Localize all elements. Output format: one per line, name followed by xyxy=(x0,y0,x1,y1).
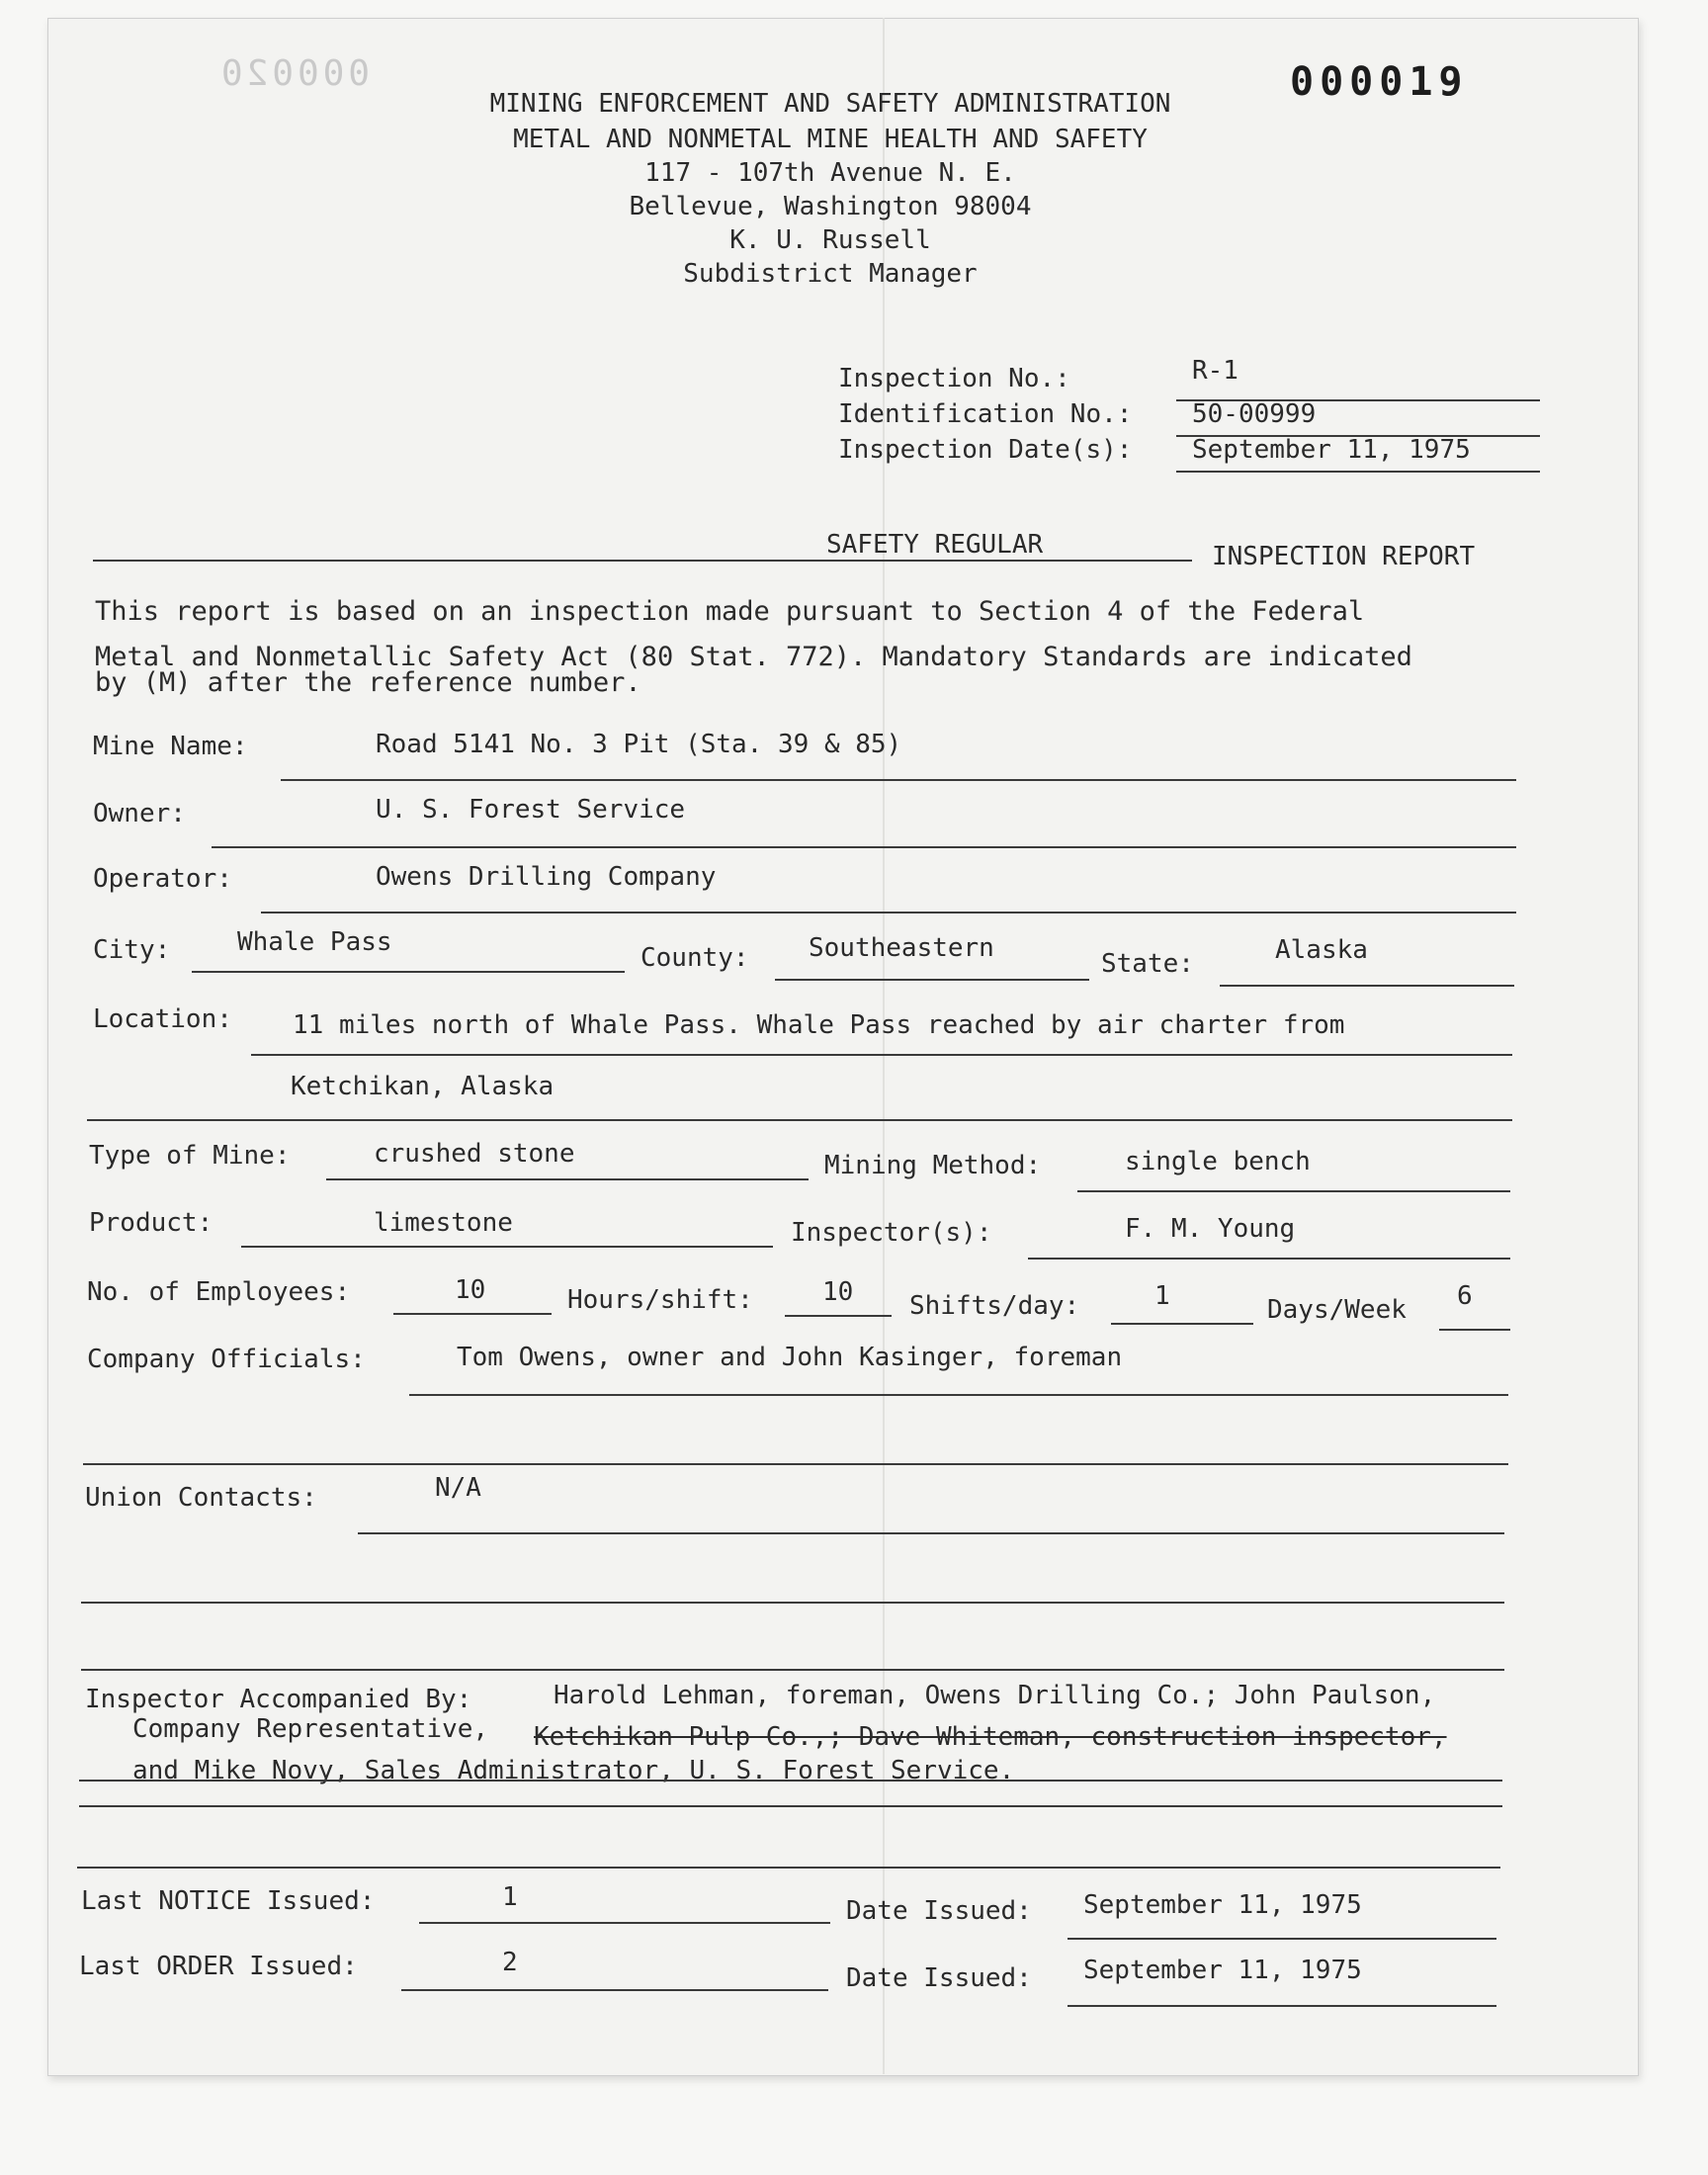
product-value: limestone xyxy=(374,1208,513,1238)
employees-value: 10 xyxy=(455,1275,486,1305)
last-notice-line xyxy=(419,1922,830,1924)
header-division: METAL AND NONMETAL MINE HEALTH AND SAFETY xyxy=(513,125,1148,154)
owner-label: Owner: xyxy=(93,799,186,828)
inspection-no-value: R-1 xyxy=(1192,356,1238,386)
company-officials-value: Tom Owens, owner and John Kasinger, foreman xyxy=(457,1343,1123,1372)
location-label: Location: xyxy=(93,1004,232,1034)
accompanied-by-line-2b: Ketchikan Pulp Co.,; Dave Whiteman, construction inspector, xyxy=(534,1722,1447,1752)
product-label: Product: xyxy=(89,1208,214,1238)
inspection-date-label: Inspection Date(s): xyxy=(838,435,1133,465)
accompanied-by-label: Inspector Accompanied By: xyxy=(85,1685,472,1714)
union-contacts-line-3 xyxy=(81,1669,1504,1671)
company-officials-label: Company Officials: xyxy=(87,1345,366,1374)
inspector-value: F. M. Young xyxy=(1125,1214,1296,1244)
intro-line-1: This report is based on an inspection made pursuant to Section 4 of the Federal xyxy=(95,596,1365,627)
intro-line-3: by (M) after the reference number. xyxy=(95,667,641,698)
mine-name-label: Mine Name: xyxy=(93,732,248,761)
union-contacts-line-1 xyxy=(358,1532,1504,1534)
type-of-mine-value: crushed stone xyxy=(374,1139,575,1169)
inspection-date-value: September 11, 1975 xyxy=(1192,435,1471,465)
type-of-mine-line xyxy=(326,1178,809,1180)
shifts-label: Shifts/day: xyxy=(909,1291,1080,1321)
operator-label: Operator: xyxy=(93,864,232,894)
county-label: County: xyxy=(640,943,749,973)
product-line xyxy=(241,1246,773,1248)
location-line-1 xyxy=(251,1054,1512,1056)
header-agency: MINING ENFORCEMENT AND SAFETY ADMINISTRATION xyxy=(489,89,1171,119)
type-of-mine-label: Type of Mine: xyxy=(89,1141,291,1171)
last-order-line xyxy=(401,1989,828,1991)
union-contacts-label: Union Contacts: xyxy=(85,1483,317,1513)
ghost-page-number: 000020 xyxy=(217,53,371,94)
owner-value: U. S. Forest Service xyxy=(376,795,686,825)
operator-value: Owens Drilling Company xyxy=(376,862,717,892)
report-type-suffix: INSPECTION REPORT xyxy=(1212,542,1476,571)
days-label: Days/Week xyxy=(1267,1295,1407,1325)
order-date-line xyxy=(1068,2005,1496,2007)
notice-date-line xyxy=(1068,1938,1496,1940)
days-line xyxy=(1439,1329,1510,1331)
state-value: Alaska xyxy=(1275,935,1368,965)
inspection-no-label: Inspection No.: xyxy=(838,364,1070,393)
hours-line xyxy=(785,1315,892,1317)
order-date-value: September 11, 1975 xyxy=(1083,1956,1362,1985)
hours-value: 10 xyxy=(822,1277,854,1307)
inspector-line xyxy=(1028,1258,1510,1260)
location-value-line-1: 11 miles north of Whale Pass. Whale Pass reached by air charter from xyxy=(293,1010,1345,1040)
location-value-line-2: Ketchikan, Alaska xyxy=(291,1072,555,1101)
header-city: Bellevue, Washington 98004 xyxy=(629,192,1032,221)
header-manager-title: Subdistrict Manager xyxy=(683,259,978,289)
shifts-value: 1 xyxy=(1154,1281,1170,1311)
notice-date-label: Date Issued: xyxy=(846,1896,1032,1926)
employees-line xyxy=(393,1313,552,1315)
state-line xyxy=(1220,985,1514,987)
accompanied-by-line-1: Harold Lehman, foreman, Owens Drilling Co.; John Paulson, xyxy=(554,1681,1436,1710)
header-street: 117 - 107th Avenue N. E. xyxy=(644,158,1016,188)
mining-method-value: single bench xyxy=(1125,1147,1311,1176)
accompanied-by-rule-1 xyxy=(79,1780,1502,1782)
inspection-date-line xyxy=(1176,471,1540,473)
accompanied-by-rule-3 xyxy=(77,1867,1500,1869)
mine-name-line xyxy=(281,779,1516,781)
last-order-value: 2 xyxy=(502,1948,518,1977)
notice-date-value: September 11, 1975 xyxy=(1083,1890,1362,1920)
inspector-label: Inspector(s): xyxy=(791,1218,992,1248)
company-officials-line-1 xyxy=(409,1394,1508,1396)
county-line xyxy=(775,979,1089,981)
report-type: SAFETY REGULAR xyxy=(826,530,1044,560)
identification-no-label: Identification No.: xyxy=(838,399,1133,429)
identification-no-value: 50-00999 xyxy=(1192,399,1317,429)
city-label: City: xyxy=(93,935,171,965)
intro-line-2: Metal and Nonmetallic Safety Act (80 Stat. 772). Mandatory Standards are indicated xyxy=(95,642,1412,672)
header-manager-name: K. U. Russell xyxy=(729,225,931,255)
document-number: 000019 xyxy=(1290,59,1469,105)
company-officials-line-2 xyxy=(83,1463,1508,1465)
accompanied-by-line-2a: Company Representative, xyxy=(132,1714,489,1744)
report-type-line xyxy=(93,560,1192,562)
shifts-line xyxy=(1111,1323,1253,1325)
state-label: State: xyxy=(1101,949,1194,979)
city-value: Whale Pass xyxy=(237,927,392,957)
mine-name-value: Road 5141 No. 3 Pit (Sta. 39 & 85) xyxy=(376,730,902,759)
union-contacts-value: N/A xyxy=(435,1473,481,1503)
employees-label: No. of Employees: xyxy=(87,1277,351,1307)
last-order-label: Last ORDER Issued: xyxy=(79,1952,358,1981)
location-line-2 xyxy=(87,1119,1512,1121)
days-value: 6 xyxy=(1457,1281,1473,1311)
last-notice-label: Last NOTICE Issued: xyxy=(81,1886,376,1916)
accompanied-by-rule-2 xyxy=(79,1805,1502,1807)
operator-line xyxy=(261,912,1516,914)
hours-label: Hours/shift: xyxy=(567,1285,753,1315)
union-contacts-line-2 xyxy=(81,1602,1504,1604)
owner-line xyxy=(212,846,1516,848)
order-date-label: Date Issued: xyxy=(846,1963,1032,1993)
mining-method-label: Mining Method: xyxy=(824,1151,1042,1180)
city-line xyxy=(192,971,625,973)
last-notice-value: 1 xyxy=(502,1882,518,1912)
county-value: Southeastern xyxy=(809,933,994,963)
mining-method-line xyxy=(1077,1190,1510,1192)
accompanied-by-line-3: and Mike Novy, Sales Administrator, U. S. Forest Service. xyxy=(132,1756,1015,1785)
